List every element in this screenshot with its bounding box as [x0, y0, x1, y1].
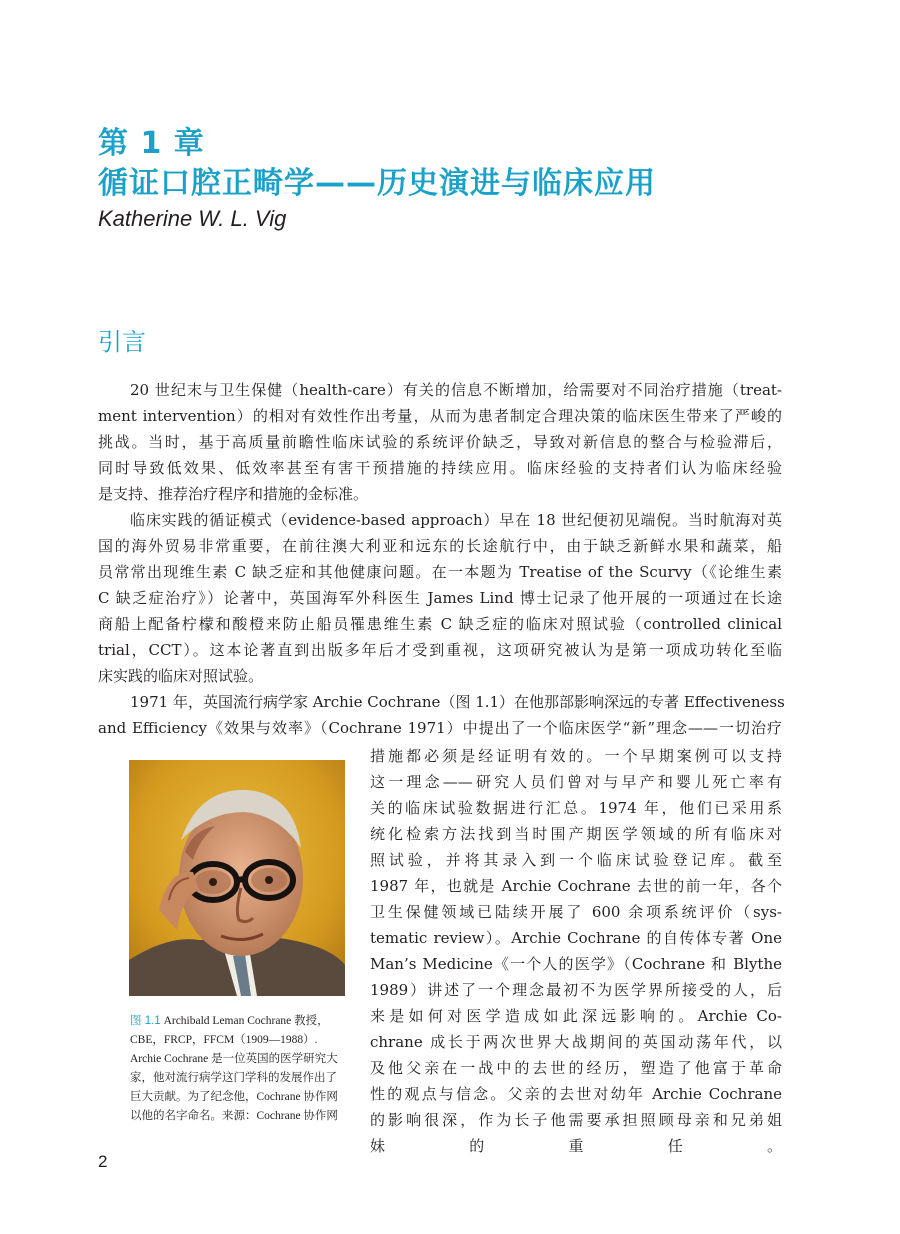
portrait-photo: [129, 760, 345, 996]
paragraph-line: 20 世纪末与卫生保健（health-care）有关的信息不断增加，给需要对不同治疗措施（treat-: [130, 381, 782, 399]
paragraph-line: 性的观点与信念。父亲的去世对幼年 Archie Cochrane: [370, 1085, 782, 1103]
chapter-title: 循证口腔正畸学——历史演进与临床应用: [98, 166, 656, 201]
section-heading: 引言: [98, 328, 146, 356]
paragraph-line: tematic review）。Archie Cochrane 的自传体专著 One: [370, 929, 782, 947]
paragraph-line: 国的海外贸易非常重要，在前往澳大利亚和远东的长途航行中，由于缺乏新鲜水果和蔬菜，船: [98, 537, 782, 555]
paragraph-line: 关的临床试验数据进行汇总。1974 年，他们已采用系: [370, 799, 782, 817]
paragraph-line: Man’s Medicine《一个人的医学》（Cochrane 和 Blythe: [370, 955, 782, 973]
paragraph-line: trial，CCT）。这本论著直到出版多年后才受到重视，这项研究被认为是第一项成功转化至临: [98, 641, 782, 659]
paragraph-line: 1971 年，英国流行病学家 Archie Cochrane（图 1.1）在他那部影响深远的专著 Effectiveness: [130, 693, 785, 711]
paragraph-line: 商船上配备柠檬和酸橙来防止船员罹患维生素 C 缺乏症的临床对照试验（controlled clinical: [98, 615, 782, 633]
paragraph-line: 妹的重任。: [370, 1137, 782, 1155]
paragraph-line: C 缺乏症治疗》）论著中，英国海军外科医生 James Lind 博士记录了他开展的一项通过在长途: [98, 589, 782, 607]
paragraph-line: 统化检索方法找到当时围产期医学领域的所有临床对: [370, 825, 782, 843]
figure-caption: [130, 1012, 346, 1126]
paragraph-line: 这一理念——研究人员们曾对与早产和婴儿死亡率有: [370, 773, 782, 791]
paragraph-line: 措施都必须是经证明有效的。一个早期案例可以支持: [370, 747, 782, 765]
figure-caption-text: Archibald Leman Cochrane 教授，CBE，FRCP，FFCM（1909—1988）. Archie Cochrane 是一位英国的医学研究大家，他对流行病学这门学科的发展作出了巨大贡献。为了纪念他，Cochrane 协作网以他的名字命名。来源：Cochrane 协作网: [130, 1015, 338, 1122]
paragraph-line: 1987 年，也就是 Archie Cochrane 去世的前一年，各个: [370, 877, 782, 895]
paragraph-line: 挑战。当时，基于高质量前瞻性临床试验的系统评价缺乏，导致对新信息的整合与检验滞后，: [98, 433, 782, 451]
paragraph-line: 照试验，并将其录入到一个临床试验登记库。截至: [370, 851, 782, 869]
paragraph-line: chrane 成长于两次世界大战期间的英国动荡年代，以: [370, 1033, 782, 1051]
paragraph-line: 员常常出现维生素 C 缺乏症和其他健康问题。在一本题为 Treatise of the Scurvy（《论维生素: [98, 563, 782, 581]
figure-label: 图 1.1: [130, 1015, 161, 1027]
paragraph-line: 床实践的临床对照试验。: [98, 667, 264, 685]
page-number: 2: [98, 1152, 108, 1171]
paragraph-line: and Efficiency《效果与效率》（Cochrane 1971）中提出了一个临床医学“新”理念——一切治疗: [98, 719, 782, 737]
paragraph-line: ment intervention）的相对有效性作出考量，从而为患者制定合理决策的临床医生带来了严峻的: [98, 407, 782, 425]
author-name: Katherine W. L. Vig: [98, 206, 287, 231]
paragraph-line: 临床实践的循证模式（evidence-based approach）早在 18 世纪便初见端倪。当时航海对英: [130, 511, 782, 529]
paragraph-line: 的影响很深，作为长子他需要承担照顾母亲和兄弟姐: [370, 1111, 782, 1129]
paragraph-line: 是支持、推荐治疗程序和措施的金标准。: [98, 485, 369, 503]
paragraph-line: 卫生保健领域已陆续开展了 600 余项系统评价（sys-: [370, 903, 782, 921]
paragraph-line: 同时导致低效果、低效率甚至有害干预措施的持续应用。临床经验的支持者们认为临床经验: [98, 459, 782, 477]
paragraph-line: 1989）讲述了一个理念最初不为医学界所接受的人，后: [370, 981, 782, 999]
chapter-number: 第 1 章: [98, 126, 205, 161]
paragraph-line: 及他父亲在一战中的去世的经历，塑造了他富于革命: [370, 1059, 782, 1077]
paragraph-line: 来是如何对医学造成如此深远影响的。Archie Co-: [370, 1007, 782, 1025]
